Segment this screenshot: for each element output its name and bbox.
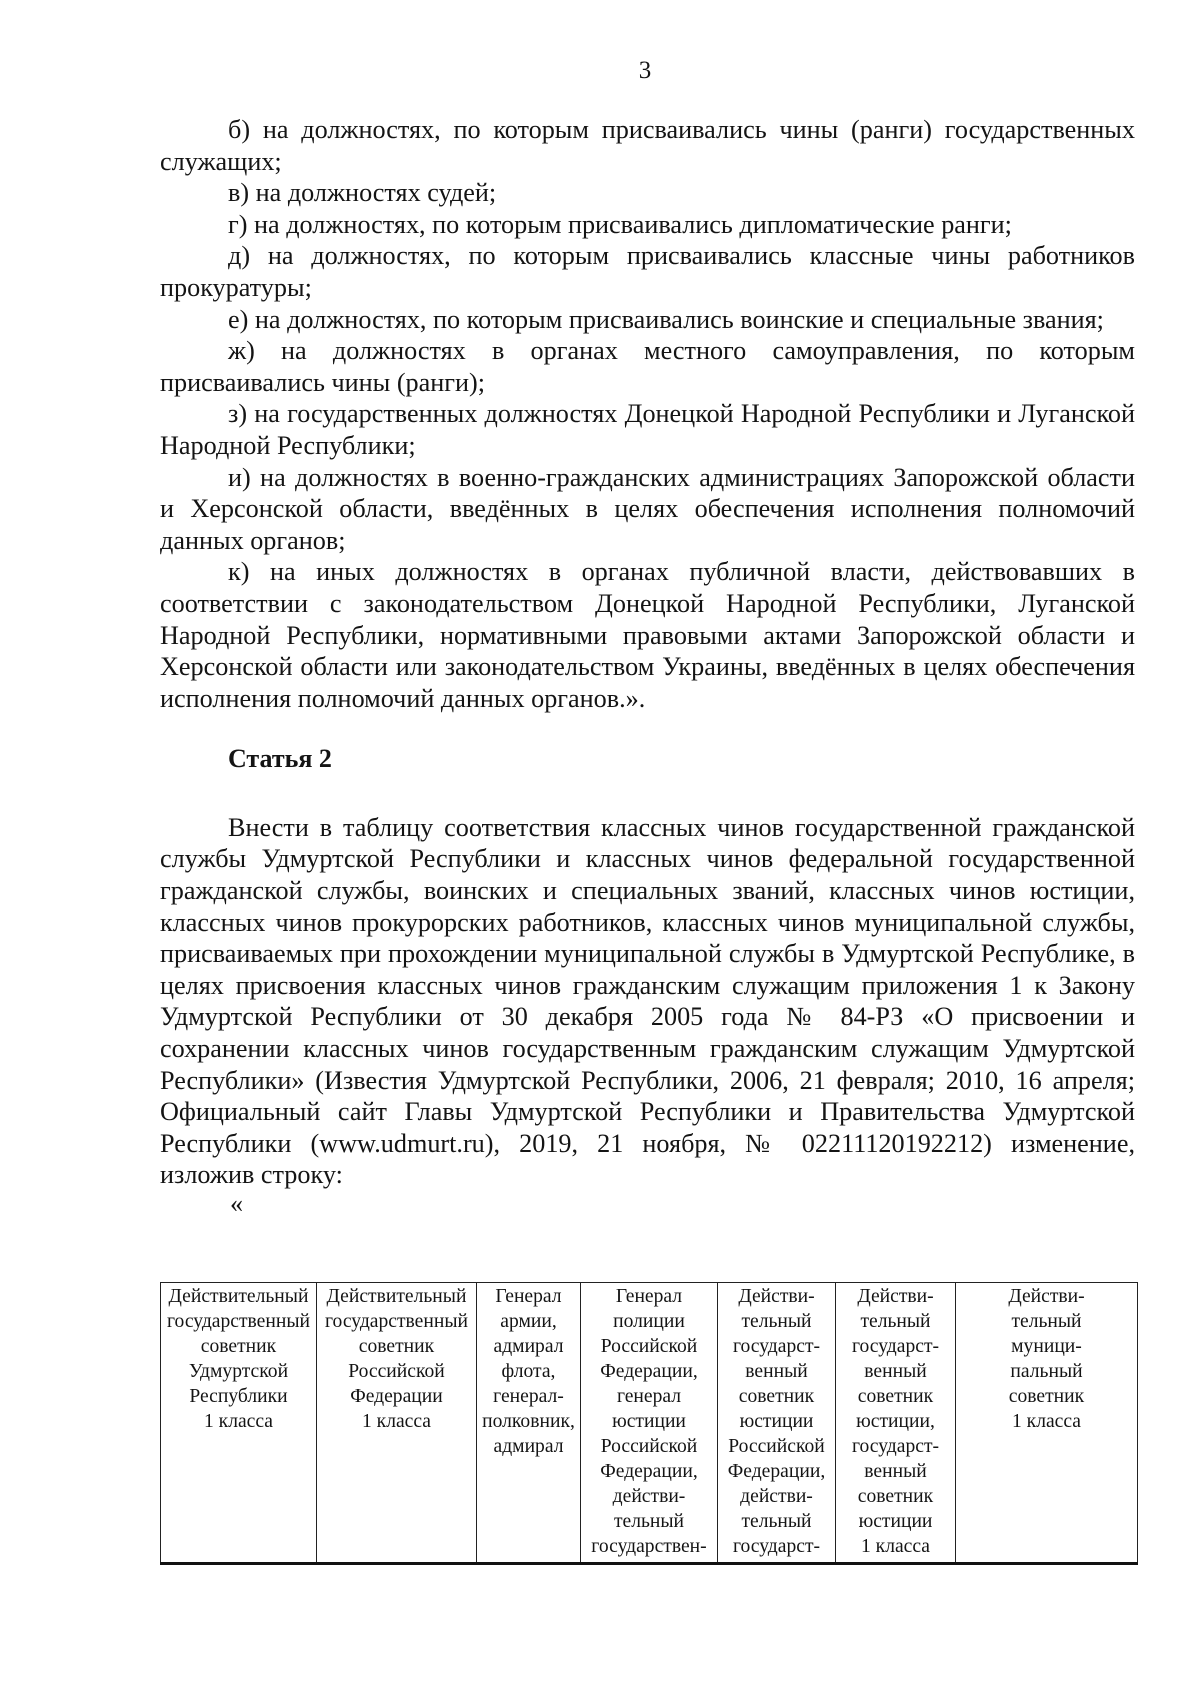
table-cell: Действи- тельный муници- пальный советник 1 класса (956, 1283, 1138, 1564)
paragraph-b: б) на должностях, по которым присваивались чины (ранги) государственных служащих; (160, 115, 1135, 176)
table-cell: Генерал полиции Российской Федерации, генерал юстиции Российской Федерации, действи- тельный государствен- (581, 1283, 718, 1564)
paragraph-v: в) на должностях судей; (228, 178, 497, 208)
table-cell: Генерал армии, адмирал флота, генерал- полковник, адмирал (477, 1283, 581, 1564)
paragraph-g: г) на должностях, по которым присваивались дипломатические ранги; (228, 209, 1012, 239)
paragraph-d: д) на должностях, по которым присваивались классные чины работников прокуратуры; (160, 241, 1135, 302)
article-heading: Статья 2 (228, 744, 332, 774)
table-cell: Действи- тельный государст- венный советник юстиции Российской Федерации, действи- тельный государст- (718, 1283, 836, 1564)
paragraph-z: з) на государственных должностях Донецкой Народной Республики и Луганской Народной Республики; (160, 399, 1135, 460)
page-number: 3 (638, 57, 652, 84)
paragraph-i: и) на должностях в военно-гражданских администрациях Запорожской области и Херсонской области, введённых в целях обеспечения исполнения полномочий данных органов; (160, 462, 1135, 555)
paragraph-zh: ж) на должностях в органах местного самоуправления, по которым присваивались чины (ранги); (160, 336, 1135, 397)
table-row (161, 1283, 1138, 1564)
quote-open-mark: « (230, 1189, 244, 1218)
article-text: Внести в таблицу соответствия классных чинов государственной гражданской службы Удмуртской Республики и классных чинов федеральной государственной гражданской службы, воинских и специальных званий, классных чинов юстиции, классных чинов прокурорских работников, классных чинов муниципальной службы, присваиваемых при прохождении муниципальной службы в Удмуртской Республике, в целях присвоения классных чинов гражданским служащим приложения 1 к Закону Удмуртской Республики от 30 декабря 2005 года № 84-РЗ «О присвоении и сохранении классных чинов государственным гражданским служащим Удмуртской Республики» (Известия Удмуртской Республики, 2006, 21 февраля; 2010, 16 апреля; Официальный сайт Главы Удмуртской Республики и Правительства Удмуртской Республики (www.udmurt.ru), 2019, 21 ноября, № 02211120192212) изменение, изложив строку: (160, 812, 1135, 1190)
table-cell: Действительный государственный советник Российской Федерации 1 класса (317, 1283, 477, 1564)
rank-correspondence-table (160, 1282, 1138, 1565)
table-cell: Действи- тельный государст- венный советник юстиции, государст- венный советник юстиции 1 класса (836, 1283, 956, 1564)
paragraph-e: е) на должностях, по которым присваивались воинские и специальные звания; (228, 304, 1104, 334)
table-cell: Действительный государственный советник Удмуртской Республики 1 класса (161, 1283, 317, 1564)
document-body (160, 114, 1135, 1217)
paragraph-k: к) на иных должностях в органах публичной власти, действовавших в соответствии с законодательством Донецкой Народной Республики, Луганской Народной Республики, нормативными правовыми актами Запорожской области и Херсонской области или законодательством Украины, введённых в целях обеспечения исполнения полномочий данных органов.». (160, 557, 1135, 713)
